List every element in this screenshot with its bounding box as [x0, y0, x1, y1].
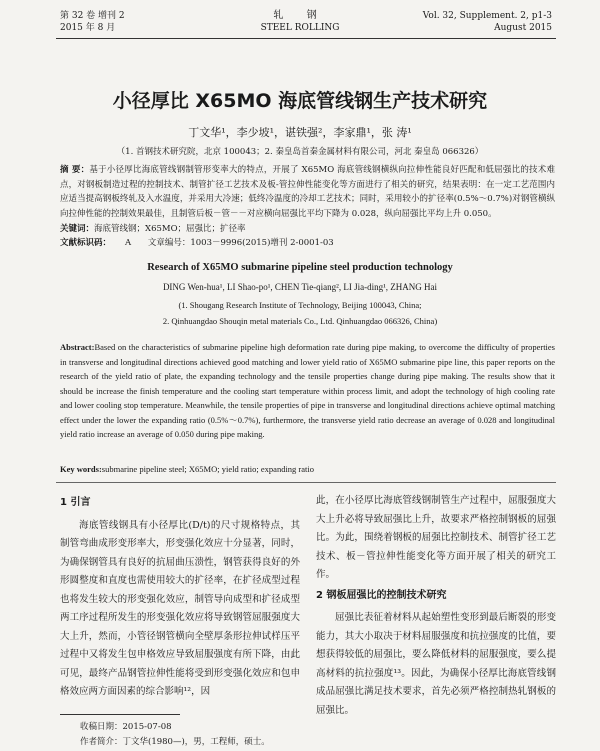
- column-left: [60, 492, 300, 702]
- keywords-en-text: submarine pipeline steel; X65MO; yield ratio; expanding ratio: [101, 464, 315, 474]
- authors-en: DING Wen-hua¹, LI Shao-po¹, CHEN Tie-qiang², LI Jia-ding¹, ZHANG Hai: [162, 282, 438, 292]
- section-1-paragraph-2: 此，在小径厚比海底管线钢制管生产过程中，屈服强度大大上升必将导致屈强比上升，故要求严格控制钢板的屈强比。为此，围绕着钢板的屈强比控制技术、制管扩径工艺技术、板－管拉伸性能变化等方面开展了相关的研究工作。: [316, 495, 556, 580]
- footnote-divider: [60, 714, 180, 715]
- section-1-heading: 1 引言: [60, 497, 91, 508]
- section-2-heading: 2 钢板屈强比的控制技术研究: [316, 589, 447, 601]
- doc-code-label: 文献标识码：: [60, 238, 112, 248]
- article-meta: [60, 236, 348, 248]
- doc-code: A: [125, 238, 132, 248]
- title-en: Research of X65MO submarine pipeline steel production technology: [147, 262, 453, 273]
- volume-cn: 第 32 卷 增刊 2: [60, 11, 125, 21]
- affiliation-cn: （1. 首钢技术研究院，北京 100043；2. 秦皇岛首秦金属材料有限公司，河北 秦皇岛 066326）: [116, 147, 484, 157]
- title-cn: 小径厚比 X65MO 海底管线钢生产技术研究: [112, 90, 488, 112]
- keywords-cn: [60, 222, 555, 237]
- article-id: 文章编号：1003－9996(2015)增刊 2-0001-03: [147, 238, 334, 248]
- abstract-cn-label: 摘 要：: [60, 165, 90, 175]
- abstract-cn: [60, 163, 555, 221]
- affiliation-en-2: 2. Qinhuangdao Shouqin metal materials Co., Ltd. Qinhuangdao 066326, China): [162, 316, 438, 326]
- keywords-cn-label: 关键词：: [60, 224, 95, 234]
- journal-name-en: STEEL ROLLING: [260, 23, 340, 33]
- authors-cn: 丁文华¹，李少坡¹，谌铁强²，李家鼎¹，张 涛¹: [188, 126, 412, 139]
- keywords-en: [60, 462, 555, 477]
- header-divider: [56, 38, 556, 39]
- date-en: August 2015: [494, 23, 552, 33]
- keywords-en-label: Key words:: [60, 464, 102, 474]
- affiliation-en-1: (1. Shougang Research Institute of Technology, Beijing 100043, China;: [178, 300, 422, 310]
- section-1-paragraph-1: 海底管线钢具有小径厚比(D/t)的尺寸规格特点，其制管弯曲成形变形率大，形变强化效应十分显著，同时，为确保钢管具有良好的抗屈曲压溃性，钢管获得良好的外形圆整度和直度也需使用较大的扩径率，在扩径成型过程也将发生较大的形变强化效应，制管导向成型和扩径成型两工序过程所发生的形变强化效应将导致钢管屈服强度大大上升，然而，小管径钢管横向全壁厚条形拉伸试样压平过程中又将发生包申格效应导致屈服强度有所下降，由此可见，最终产品钢管拉伸性能将受到形变强化效应和包申格效应两方面因素的综合影响¹²，因: [60, 519, 300, 697]
- keywords-cn-text: 海底管线钢；X65MO；屈强比；扩径率: [94, 224, 246, 234]
- header-volume-en: [423, 10, 552, 34]
- volume-en: Vol. 32, Supplement. 2, p1-3: [422, 11, 552, 21]
- section-2-paragraph-1: 屈强比表征着材料从起始塑性变形到最后断裂的形变能力，其大小取决于材料屈服强度和抗拉强度的比值，要想获得较低的屈强比，要么降低材料的屈服强度，要么提高材料的抗拉强度¹³。因此，为确保小径厚比海底管线钢成品屈强比满足技术要求，首先必须严格控制热轧钢板的屈强比。: [316, 612, 556, 716]
- footnote-received: 收稿日期：2015-07-08: [80, 722, 172, 732]
- column-right: [316, 492, 556, 720]
- date-cn: 2015 年 8 月: [60, 23, 116, 33]
- footnote-author-bio: 作者简介：丁文华(1980—)，男，工程师，硕士。: [80, 737, 270, 747]
- abstract-cn-text: 基于小径厚比海底管线钢制管形变率大的特点，开展了 X65MO 海底管线钢横纵向拉伸性能良好匹配和低屈强比的技术难点，对钢板制造过程的控制技术、制管扩径工艺技术及板-管拉伸性能变化等方面进行了相关的研究，结果表明：在一定工艺范围内应适当提高钢板终轧及入水温度，并采用大冷速；低终冷温度的冷却工艺技术；同时，采用较小的扩径率(0.5%～0.7%)对钢管横纵向拉伸性能的控制效果最佳，且制管后板－管－－对应横向屈强比平均下降为 0.028，纵向屈强比平均上升 0.050。: [60, 165, 555, 219]
- journal-name-cn: 轧 钢: [273, 10, 327, 21]
- abstract-en-text: Based on the characteristics of submarine pipeline high deformation rate during pipe making, to overcome the difficulty of properties in transverse and longitudinal directions achieved good matching and lower yield ratio of X65MO submarine pipe line, this paper reports on the research of the yield ratio of plate, the expanding technology and the tensile properties change during pipe making. The results show that it should be increase the finish temperature and the cooling start temperature within process limit, and adopt the technology of high cooling rate and lower cooling stop temperature. Meanwhile, the tensile properties of pipe in transverse and longitudinal directions achieve optimal matching effect under the lower the expanding ratio (0.5%～0.7%), furthermore, the transverse yield ratio decrease an average of 0.028 and longitudinal yield ratio increase an average of 0.050 during pipe making.: [60, 342, 555, 439]
- abstract-en-label: Abstract:: [60, 342, 95, 352]
- abstract-en: [60, 340, 555, 442]
- section-divider: [56, 482, 556, 483]
